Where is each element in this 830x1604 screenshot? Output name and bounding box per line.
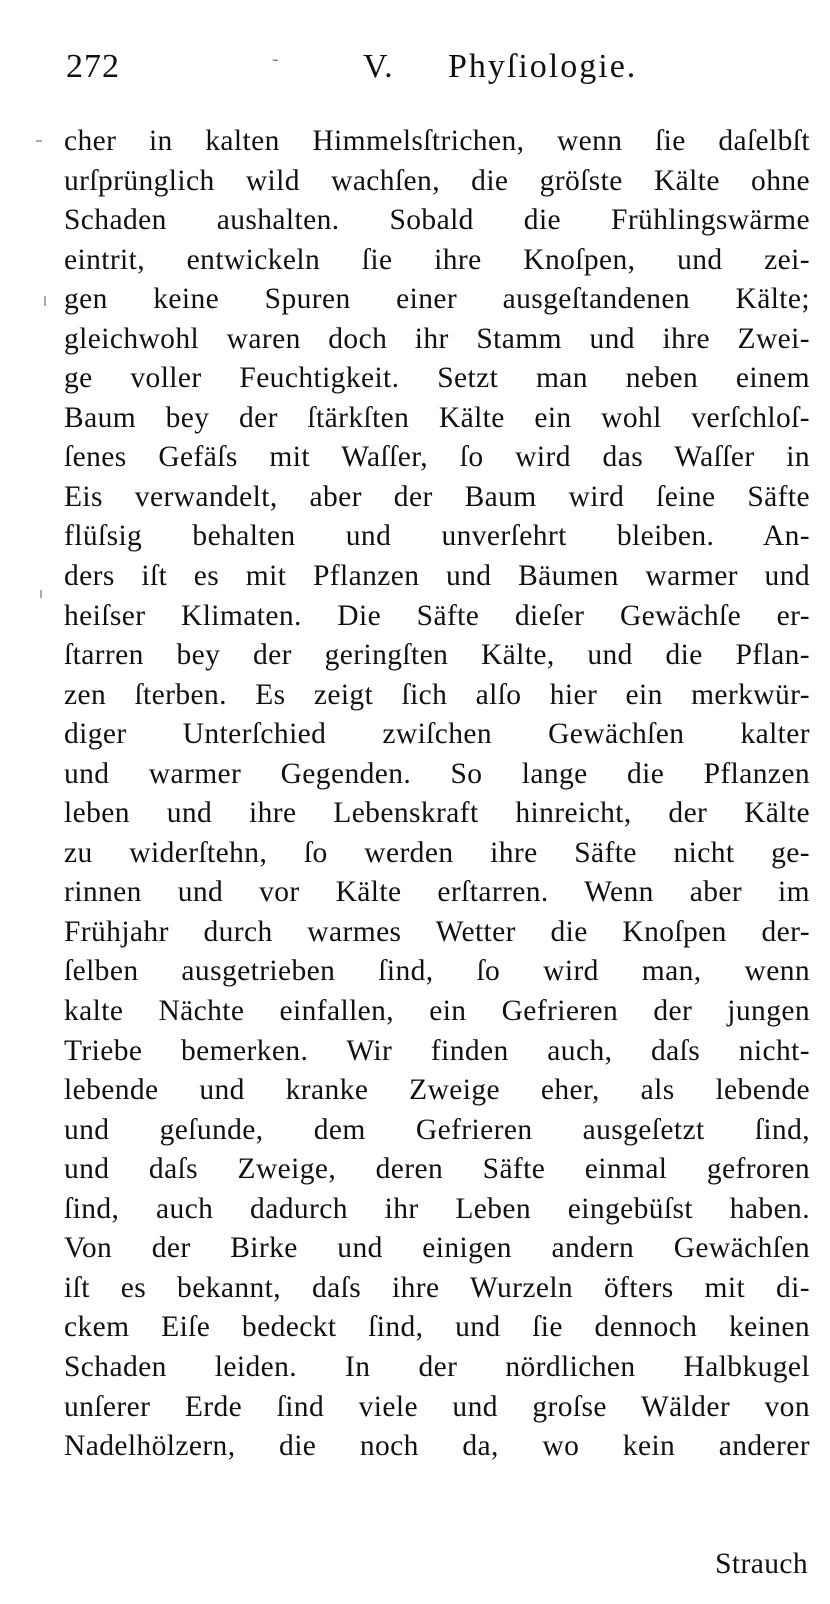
text-line: ſelben ausgetrieben ſind, ſo wird man, wenn — [64, 955, 810, 988]
text-line: iſt es bekannt, daſs ihre Wurzeln öfters mit di- — [64, 1271, 810, 1304]
text-line: eintrit, entwickeln ſie ihre Knoſpen, und zei- — [64, 243, 810, 276]
header-dash-mark: - — [272, 48, 280, 70]
text-line: zu widerſtehn, ſo werden ihre Säfte nicht ge- — [64, 836, 810, 869]
text-line: Von der Birke und einigen andern Gewächſen — [64, 1232, 810, 1265]
text-line: gen keine Spuren einer ausgeſtandenen Kälte; — [64, 283, 810, 316]
margin-mark — [36, 140, 42, 142]
text-line: flüſsig behalten und unverſehrt bleiben. An- — [64, 520, 810, 553]
margin-mark — [40, 590, 42, 598]
text-line: gleichwohl waren doch ihr Stamm und ihre Zwei- — [64, 322, 810, 355]
text-line: ge voller Feuchtigkeit. Setzt man neben einem — [64, 362, 810, 395]
text-line: und daſs Zweige, deren Säfte einmal gefroren — [64, 1153, 810, 1186]
text-line: Schaden leiden. In der nördlichen Halbkugel — [64, 1350, 810, 1383]
text-line: ſenes Gefäſs mit Waſſer, ſo wird das Waſſer in — [64, 441, 810, 474]
running-head — [60, 42, 638, 102]
text-line: zen ſterben. Es zeigt ſich alſo hier ein merkwür- — [64, 678, 810, 711]
text-line: Baum bey der ſtärkſten Kälte ein wohl verſchloſ- — [64, 401, 810, 434]
text-line: ders iſt es mit Pflanzen und Bäumen warmer und — [64, 560, 810, 593]
text-line: ſtarren bey der geringſten Kälte, und die Pflan- — [64, 639, 810, 672]
text-line: leben und ihre Lebenskraft hinreicht, der Kälte — [64, 797, 810, 830]
chapter-number: V. — [363, 48, 394, 85]
text-line: diger Unterſchied zwiſchen Gewächſen kalter — [64, 718, 810, 751]
text-line: Eis verwandelt, aber der Baum wird ſeine Säfte — [64, 480, 810, 513]
margin-mark — [44, 296, 46, 306]
text-line: Triebe bemerken. Wir finden auch, daſs nicht- — [64, 1034, 810, 1067]
text-line: lebende und kranke Zweige eher, als lebende — [64, 1074, 810, 1107]
catchword: Strauch — [715, 1548, 808, 1580]
page-number: 272 — [66, 48, 120, 85]
text-line: cher in kalten Himmelsſtrichen, wenn ſie daſelbſt — [64, 125, 810, 157]
text-line: unſerer Erde ſind viele und groſse Wälder von — [64, 1390, 810, 1423]
text-line: Schaden aushalten. Sobald die Frühlingswärme — [64, 204, 810, 237]
text-line: kalte Nächte einfallen, ein Gefrieren der jungen — [64, 995, 810, 1028]
text-line: urſprünglich wild wachſen, die gröſste Kälte ohne — [64, 164, 810, 197]
text-line: ckem Eiſe bedeckt ſind, und ſie dennoch keinen — [64, 1311, 810, 1344]
text-line: Frühjahr durch warmes Wetter die Knoſpen der- — [64, 915, 810, 948]
text-line: und warmer Gegenden. So lange die Pflanzen — [64, 757, 810, 790]
section-title: Phyſiologie. — [448, 48, 638, 85]
text-line: rinnen und vor Kälte erſtarren. Wenn aber im — [64, 876, 810, 909]
text-line: ſind, auch dadurch ihr Leben eingebüſst haben. — [64, 1192, 810, 1225]
text-line: heiſser Klimaten. Die Säfte dieſer Gewächſe er- — [64, 599, 810, 632]
text-line: und geſunde, dem Gefrieren ausgeſetzt ſind, — [64, 1113, 810, 1146]
body-text — [64, 122, 810, 1467]
text-line: Nadelhölzern, die noch da, wo kein anderer — [64, 1430, 810, 1463]
